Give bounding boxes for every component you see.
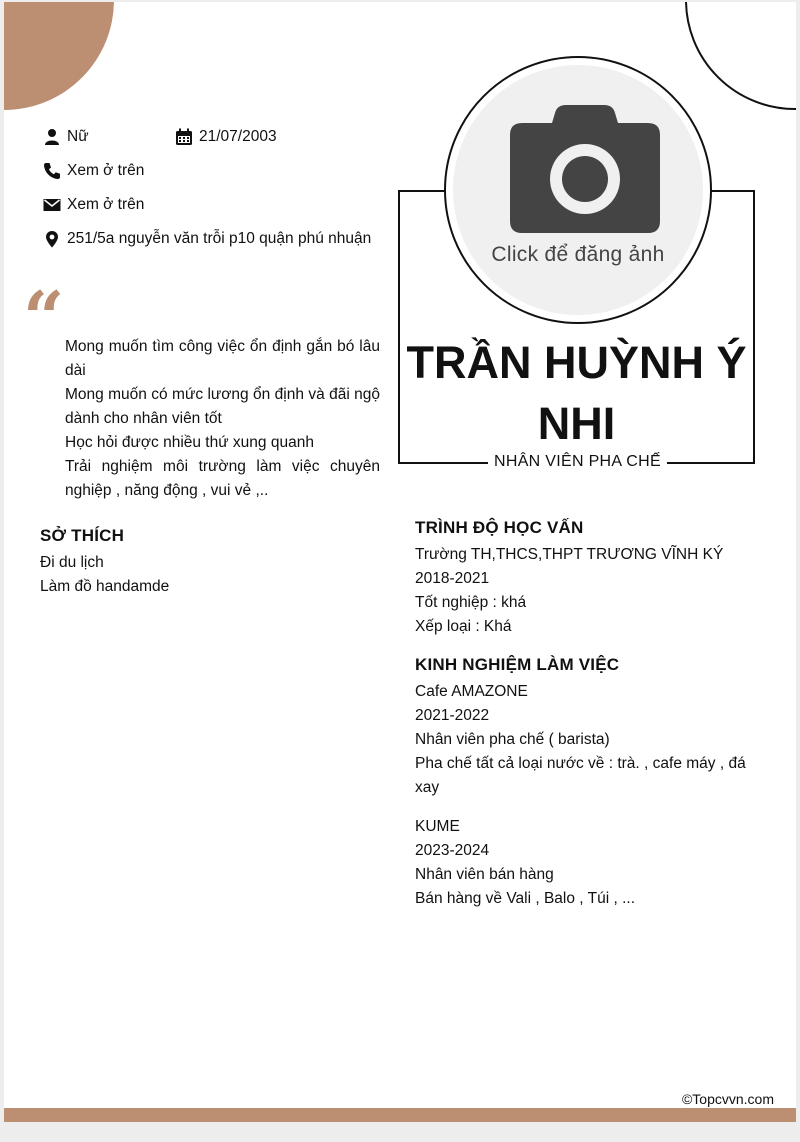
job-title: NHÂN VIÊN PHA CHẾ xyxy=(488,453,667,471)
email-value: Xem ở trên xyxy=(67,196,145,213)
experience-title: KINH NGHIỆM LÀM VIỆC xyxy=(415,655,620,674)
hobby-item: Đi du lịch xyxy=(40,554,104,571)
education-title: TRÌNH ĐỘ HỌC VẤN xyxy=(415,518,584,537)
upload-photo-label[interactable]: Click để đăng ảnh xyxy=(491,243,665,266)
experience-job xyxy=(415,680,760,800)
phone-icon xyxy=(43,162,61,180)
phone-row xyxy=(43,162,144,180)
hobbies-list xyxy=(40,551,169,599)
copyright-link[interactable]: ©Topcvvn.com xyxy=(681,1091,774,1107)
calendar-icon xyxy=(175,128,193,146)
bottom-accent-bar xyxy=(4,1108,796,1122)
gender-row xyxy=(43,128,89,146)
avatar-placeholder[interactable] xyxy=(453,65,703,315)
job-period: 2021-2022 xyxy=(415,707,490,724)
hobby-item: Làm đồ handamde xyxy=(40,578,170,595)
phone-value: Xem ở trên xyxy=(67,162,145,179)
objective-line: Học hỏi được nhiều thứ xung quanh xyxy=(65,434,314,451)
objective-line: Mong muốn tìm công việc ổn định gắn bó lâu dài xyxy=(65,338,380,379)
job-company: KUME xyxy=(415,818,460,835)
objective-line: Mong muốn có mức lương ổn định và đãi ngộ dành cho nhân viên tốt xyxy=(65,386,380,427)
birthdate-value: 21/07/2003 xyxy=(199,128,277,145)
address-value: 251/5a nguyễn văn trỗi p10 quận phú nhuận xyxy=(67,230,372,247)
quote-mark: “ xyxy=(23,275,65,360)
avatar-upload[interactable] xyxy=(444,56,712,324)
cv-page xyxy=(4,2,796,1122)
education-school: Trường TH,THCS,THPT TRƯƠNG VĨNH KÝ xyxy=(415,546,724,563)
education-period: 2018-2021 xyxy=(415,570,490,587)
job-period: 2023-2024 xyxy=(415,842,490,859)
user-icon xyxy=(43,128,61,146)
job-role: Nhân viên pha chế ( barista) xyxy=(415,731,610,748)
envelope-icon xyxy=(43,196,61,214)
job-role: Nhân viên bán hàng xyxy=(415,866,554,883)
job-company: Cafe AMAZONE xyxy=(415,683,528,700)
address-row xyxy=(43,230,371,248)
hobbies-title: SỞ THÍCH xyxy=(40,526,125,545)
gender-value: Nữ xyxy=(67,128,89,145)
birthdate-row xyxy=(175,128,277,146)
objective-line: Trải nghiệm môi trường làm việc chuyên nghiệp , năng động , vui vẻ ,.. xyxy=(65,458,380,499)
email-row xyxy=(43,196,144,214)
experience-job xyxy=(415,815,760,911)
education-status: Tốt nghiệp : khá xyxy=(415,594,527,611)
job-description: Pha chế tất cả loại nước về : trà. , cafe máy , đá xay xyxy=(415,755,746,796)
job-description: Bán hàng về Vali , Balo , Túi , ... xyxy=(415,890,635,907)
education-grade: Xếp loại : Khá xyxy=(415,618,512,635)
education-details xyxy=(415,543,760,639)
map-pin-icon xyxy=(43,230,61,248)
camera-icon xyxy=(510,103,660,233)
full-name: TRẦN HUỲNH Ý NHI xyxy=(406,337,747,449)
decorative-quarter-circle xyxy=(4,2,114,110)
career-objective xyxy=(65,335,380,503)
decorative-ring xyxy=(685,2,796,110)
